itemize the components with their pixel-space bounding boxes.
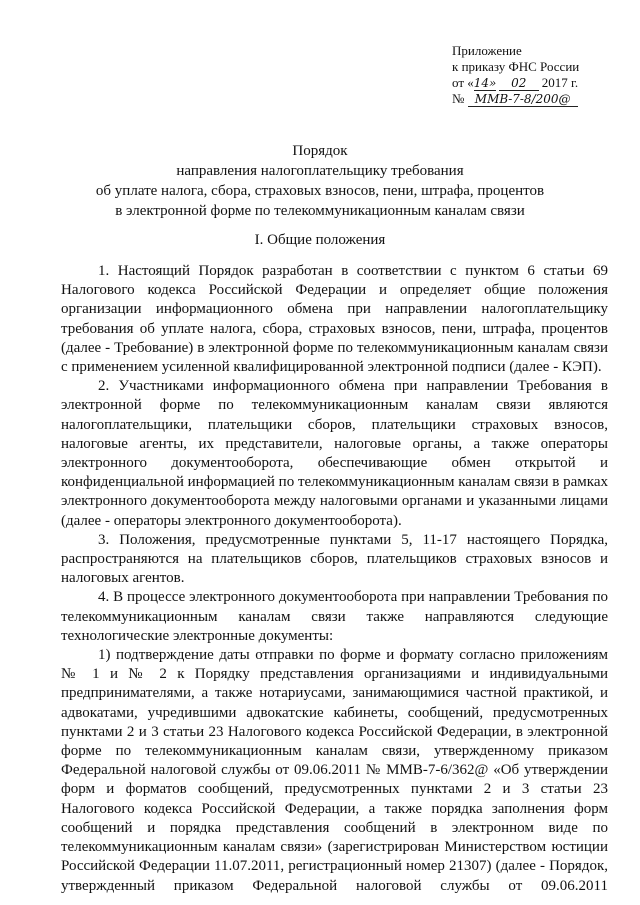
appendix-label: Приложение — [452, 43, 522, 58]
document-body — [61, 262, 608, 896]
paragraph-5: 1) подтверждение даты отправки по форме и формату согласно приложениям № 1 и № 2 к Порядку представления организациями и индивидуальными предпринимателями, а также нотариусами, занимающимися частной практикой, и адвокатами, учредившими адвокатские кабинеты, сообщений, предусмотренных пунктами 2 и 3 статьи 23 Налогового кодекса Российской Федерации, в электронной форме по телекоммуникационным каналам связи, утвержденному приказом Федеральной налоговой службы от 09.06.2011 № ММВ-7-6/362@ «Об утверждении форм и форматов сообщений, предусмотренных пунктами 2 и 3 статьи 23 Налогового кодекса Российской Федерации, а также порядка заполнения форм сообщений и порядка представления сообщений в электронном виде по телекоммуникационным каналам связи» (зарегистрирован Министерством юстиции Российской Федерации 11.07.2011, регистрационный номер 21307) (далее - Порядок, утвержденный приказом Федеральной налоговой службы от 09.06.2011 — [61, 647, 608, 894]
date-day-handwritten: 14» — [473, 76, 497, 90]
paragraph-4: 4. В процессе электронного документооборота при направлении Требования по телекоммуникационным каналам связи также направляются следующие технологические электронные документы: — [61, 589, 608, 644]
date-year: 2017 г. — [541, 75, 579, 90]
title-line-3: об уплате налога, сбора, страховых взносов, пени, штрафа, процентов — [95, 183, 545, 199]
title-line-4: в электронной форме по телекоммуникационным каналам связи — [115, 203, 525, 219]
appendix-order-ref: к приказу ФНС России — [452, 59, 580, 74]
paragraph-1: 1. Настоящий Порядок разработан в соответствии с пунктом 6 статьи 69 Налогового кодекса Российской Федерации и определяет общие положения организации информационного обмена при направлении налогоплательщику требования об уплате налога, сбора, страховых взносов, пени, штрафа, процентов (далее - Требование) в электронной форме по телекоммуникационным каналам связи с применением усиленной квалифицированной электронной подписи (далее - КЭП). — [61, 263, 608, 376]
number-handwritten: ММВ-7-8/200@ — [468, 93, 578, 107]
title-line-2: направления налогоплательщику требования — [176, 163, 464, 179]
number-prefix: № — [452, 91, 465, 106]
date-month-handwritten: 02 — [499, 77, 539, 91]
paragraph-3: 3. Положения, предусмотренные пунктами 5, 11-17 настоящего Порядка, распространяются на плательщиков сборов, плательщиков страховых взносов и налоговых агентов. — [61, 531, 608, 587]
title-line-1: Порядок — [292, 143, 348, 159]
section-heading: I. Общие положения — [254, 232, 386, 248]
date-prefix: от « — [452, 75, 474, 90]
appendix-date — [452, 75, 579, 91]
appendix-block — [452, 43, 579, 107]
paragraph-2: 2. Участниками информационного обмена при направлении Требования в электронной форме по телекоммуникационным каналам связи являются налогоплательщики, плательщики сборов, плательщики страховых взносов, налоговые агенты, их представители, налоговые органы, а также операторы электронного документооборота, обеспечивающие обмен открытой и конфиденциальной информацией по телекоммуникационным каналам связи в рамках электронного документооборота между налоговыми органами и указанными лицами (далее - операторы электронного документооборота). — [61, 378, 609, 529]
document-title — [0, 141, 640, 221]
appendix-number — [452, 91, 579, 107]
